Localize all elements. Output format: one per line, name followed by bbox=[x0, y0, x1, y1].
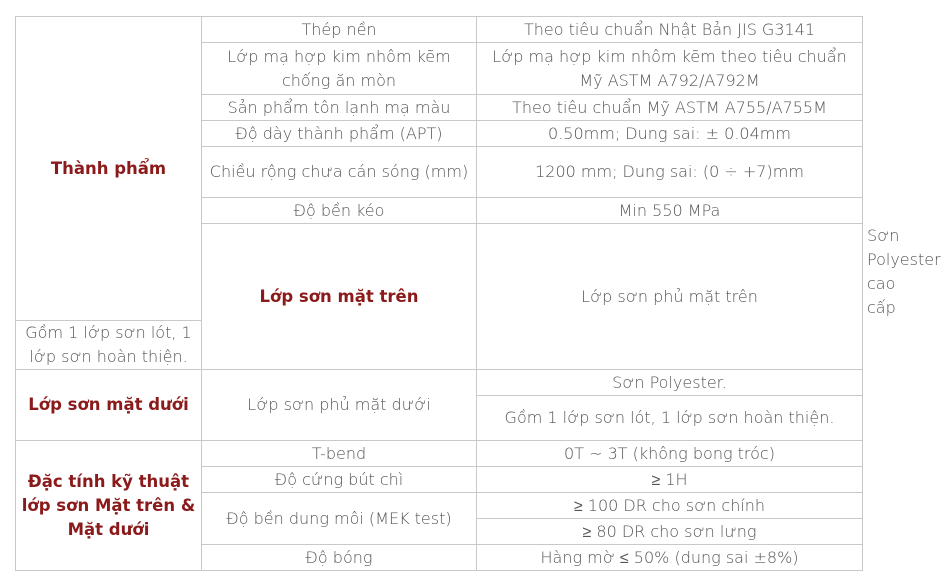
row-value-tbend: 0T ~ 3T (không bong tróc) bbox=[477, 441, 863, 467]
table-row: Lớp sơn mặt trên Lớp sơn phủ mặt trên Sơn Polyester cao cấp bbox=[16, 224, 863, 321]
group-finished-product: Thành phẩm bbox=[16, 17, 202, 321]
row-value-pencil-hardness: ≥ 1H bbox=[477, 467, 863, 493]
row-label-top-paint: Lớp sơn phủ mặt trên bbox=[477, 224, 863, 370]
row-label-alloy-layer: Lớp mạ hợp kim nhôm kẽm chống ăn mòn bbox=[202, 43, 477, 95]
row-label-pencil-hardness: Độ cứng bút chì bbox=[202, 467, 477, 493]
table-row bbox=[16, 17, 863, 43]
row-value-bottom-paint-type: Sơn Polyester. bbox=[477, 370, 863, 396]
row-label-mek: Độ bền dung môi (MEK test) bbox=[202, 493, 477, 545]
row-label-painted-product: Sản phẩm tôn lạnh mạ màu bbox=[202, 95, 477, 121]
row-value-tensile: Min 550 MPa bbox=[477, 198, 863, 224]
row-value-mek-back: ≥ 80 DR cho sơn lưng bbox=[477, 519, 863, 545]
row-value-painted-product: Theo tiêu chuẩn Mỹ ASTM A755/A755M bbox=[477, 95, 863, 121]
row-value-mek-main: ≥ 100 DR cho sơn chính bbox=[477, 493, 863, 519]
row-label-tensile: Độ bền kéo bbox=[202, 198, 477, 224]
row-label-thickness: Độ dày thành phẩm (APT) bbox=[202, 121, 477, 147]
table-row bbox=[16, 441, 863, 467]
row-value-gloss: Hàng mờ ≤ 50% (dung sai ±8%) bbox=[477, 545, 863, 571]
group-bottom-coat: Lớp sơn mặt dưới bbox=[16, 370, 202, 441]
row-label-tbend: T-bend bbox=[202, 441, 477, 467]
table-row bbox=[16, 370, 863, 396]
group-technical-specs: Đặc tính kỹ thuật lớp sơn Mặt trên & Mặt dưới bbox=[16, 441, 202, 571]
row-value-thickness: 0.50mm; Dung sai: ± 0.04mm bbox=[477, 121, 863, 147]
row-label-base-steel: Thép nền bbox=[202, 17, 477, 43]
row-value-bottom-paint-layers: Gồm 1 lớp sơn lót, 1 lớp sơn hoàn thiện. bbox=[477, 396, 863, 441]
row-label-bottom-paint: Lớp sơn phủ mặt dưới bbox=[202, 370, 477, 441]
spec-table bbox=[15, 16, 941, 571]
row-value-alloy-layer: Lớp mạ hợp kim nhôm kẽm theo tiêu chuẩn Mỹ ASTM A792/A792M bbox=[477, 43, 863, 95]
row-value-base-steel: Theo tiêu chuẩn Nhật Bản JIS G3141 bbox=[477, 17, 863, 43]
row-label-gloss: Độ bóng bbox=[202, 545, 477, 571]
row-label-width: Chiều rộng chưa cán sóng (mm) bbox=[202, 147, 477, 198]
row-value-top-paint-layers: Gồm 1 lớp sơn lót, 1 lớp sơn hoàn thiện. bbox=[16, 321, 202, 370]
row-value-width: 1200 mm; Dung sai: (0 ÷ +7)mm bbox=[477, 147, 863, 198]
group-top-coat: Lớp sơn mặt trên bbox=[202, 224, 477, 370]
